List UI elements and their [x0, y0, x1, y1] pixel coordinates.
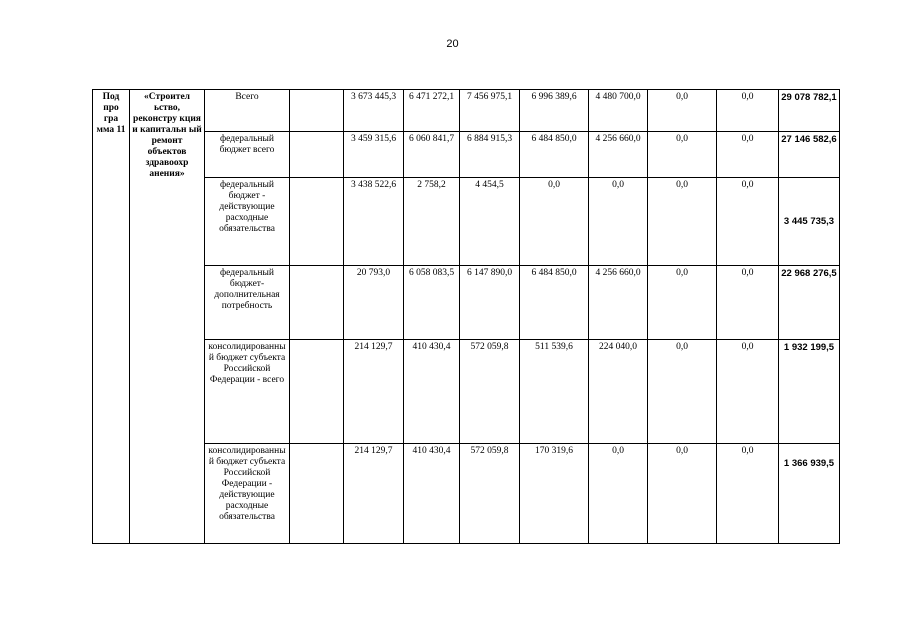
table-row: [93, 132, 840, 178]
value-cell: 214 129,7: [344, 340, 404, 444]
value-cell: 170 319,6: [520, 444, 589, 544]
value-cell: 0,0: [717, 178, 779, 266]
source-cell: федеральный бюджет- дополнительная потребность: [205, 266, 290, 340]
value-cell: 6 484 850,0: [520, 132, 589, 178]
total-cell: 22 968 276,5: [779, 266, 840, 340]
value-cell: 224 040,0: [589, 340, 648, 444]
value-cell: 0,0: [717, 266, 779, 340]
table-row: [93, 340, 840, 444]
value-cell: 410 430,4: [404, 444, 460, 544]
total-cell: 27 146 582,6: [779, 132, 840, 178]
value-cell: 0,0: [648, 90, 717, 132]
value-cell: 511 539,6: [520, 340, 589, 444]
value-cell: 2 758,2: [404, 178, 460, 266]
empty-cell: [290, 132, 344, 178]
source-cell: федеральный бюджет всего: [205, 132, 290, 178]
value-cell: 4 454,5: [460, 178, 520, 266]
value-cell: 572 059,8: [460, 444, 520, 544]
value-cell: 4 256 660,0: [589, 266, 648, 340]
empty-cell: [290, 340, 344, 444]
value-cell: 7 456 975,1: [460, 90, 520, 132]
total-cell: 1 366 939,5: [779, 444, 840, 544]
table-row: [93, 178, 840, 266]
source-cell: федеральный бюджет - действующие расходные обязательства: [205, 178, 290, 266]
source-cell: Всего: [205, 90, 290, 132]
value-cell: 0,0: [520, 178, 589, 266]
value-cell: 0,0: [717, 340, 779, 444]
value-cell: 4 256 660,0: [589, 132, 648, 178]
value-cell: 0,0: [648, 340, 717, 444]
table-row: [93, 444, 840, 544]
program-cell: Под про гра мма 11: [93, 90, 130, 544]
value-cell: 6 484 850,0: [520, 266, 589, 340]
total-cell: 29 078 782,1: [779, 90, 840, 132]
value-cell: 3 438 522,6: [344, 178, 404, 266]
total-cell: 3 445 735,3: [779, 178, 840, 266]
table-row: [93, 266, 840, 340]
value-cell: 6 058 083,5: [404, 266, 460, 340]
value-cell: 410 430,4: [404, 340, 460, 444]
empty-cell: [290, 266, 344, 340]
value-cell: 0,0: [648, 444, 717, 544]
value-cell: 3 459 315,6: [344, 132, 404, 178]
value-cell: 0,0: [648, 132, 717, 178]
budget-table: [92, 89, 840, 544]
table-row: [93, 90, 840, 132]
source-cell: консолидированный бюджет субъекта Российской Федерации - всего: [205, 340, 290, 444]
program-name-cell: «Строител ьство, реконстру кция и капитальн ый ремонт объектов здравоохр анения»: [130, 90, 205, 544]
value-cell: 0,0: [717, 90, 779, 132]
empty-cell: [290, 90, 344, 132]
value-cell: 572 059,8: [460, 340, 520, 444]
value-cell: 0,0: [589, 444, 648, 544]
value-cell: 6 884 915,3: [460, 132, 520, 178]
value-cell: 0,0: [648, 266, 717, 340]
value-cell: 20 793,0: [344, 266, 404, 340]
source-cell: консолидированный бюджет субъекта Российской Федерации - действующие расходные обязательства: [205, 444, 290, 544]
value-cell: 3 673 445,3: [344, 90, 404, 132]
value-cell: 4 480 700,0: [589, 90, 648, 132]
value-cell: 6 060 841,7: [404, 132, 460, 178]
value-cell: 0,0: [717, 444, 779, 544]
value-cell: 6 471 272,1: [404, 90, 460, 132]
value-cell: 6 996 389,6: [520, 90, 589, 132]
page-number: 20: [446, 38, 459, 50]
value-cell: 0,0: [589, 178, 648, 266]
value-cell: 0,0: [648, 178, 717, 266]
value-cell: 0,0: [717, 132, 779, 178]
total-cell: 1 932 199,5: [779, 340, 840, 444]
empty-cell: [290, 178, 344, 266]
value-cell: 214 129,7: [344, 444, 404, 544]
value-cell: 6 147 890,0: [460, 266, 520, 340]
empty-cell: [290, 444, 344, 544]
